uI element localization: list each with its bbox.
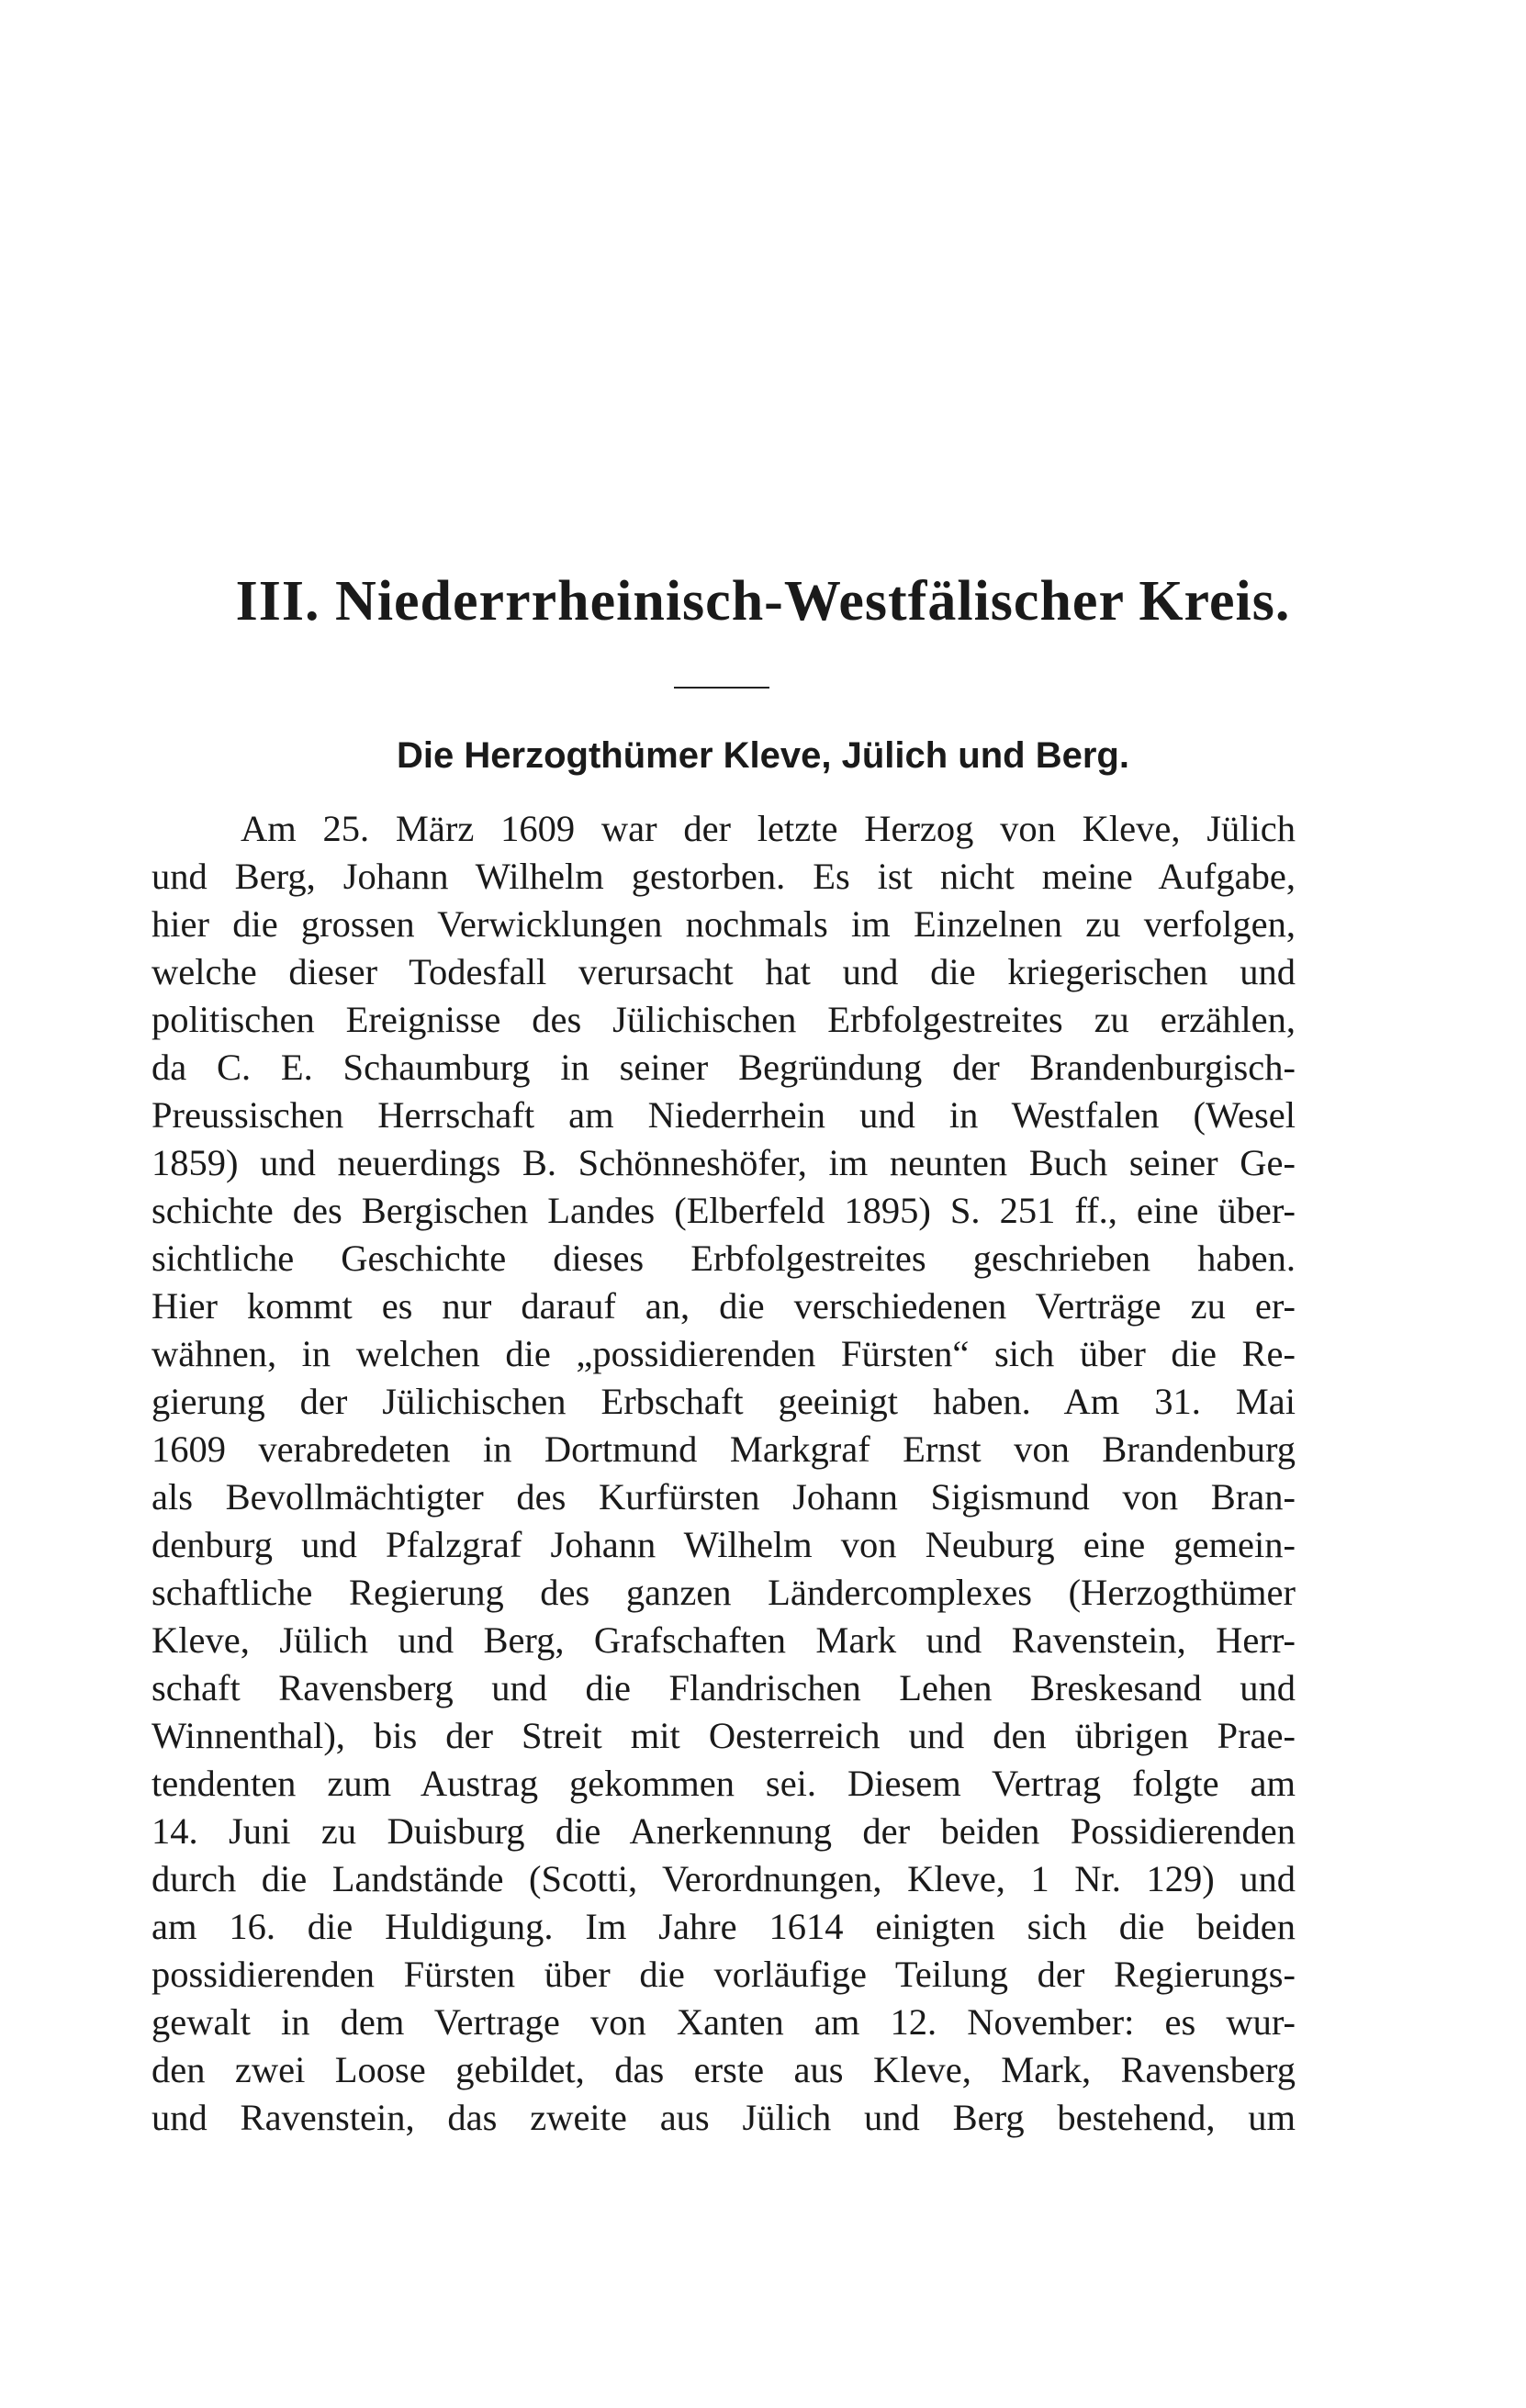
text-line: possidierenden Fürsten über die vorläufige Teilung der Regierungs- (151, 1954, 1296, 1995)
body-paragraph (151, 805, 1296, 2142)
text-line: gewalt in dem Vertrage von Xanten am 12. November: es wur- (151, 2001, 1296, 2043)
title-divider (674, 687, 769, 689)
text-line: Kleve, Jülich und Berg, Grafschaften Mark und Ravenstein, Herr- (151, 1619, 1296, 1661)
text-line: politischen Ereignisse des Jülichischen Erbfolgestreites zu erzählen, (151, 999, 1296, 1040)
text-line: schaftliche Regierung des ganzen Ländercomplexes (Herzogthümer (151, 1572, 1296, 1613)
text-line: 1859) und neuerdings B. Schönneshöfer, im neunten Buch seiner Ge- (151, 1142, 1296, 1183)
text-line: welche dieser Todesfall verursacht hat und die kriegerischen und (151, 951, 1296, 992)
text-line: als Bevollmächtigter des Kurfürsten Johann Sigismund von Bran- (151, 1476, 1296, 1518)
text-line: 1609 verabredeten in Dortmund Markgraf Ernst von Brandenburg (151, 1428, 1296, 1470)
text-line: Am 25. März 1609 war der letzte Herzog von Kleve, Jülich (241, 808, 1296, 849)
text-line: schaft Ravensberg und die Flandrischen Lehen Breskesand und (151, 1667, 1296, 1708)
text-line: hier die grossen Verwicklungen nochmals im Einzelnen zu verfolgen, (151, 903, 1296, 945)
text-line: 14. Juni zu Duisburg die Anerkennung der beiden Possidierenden (151, 1810, 1296, 1852)
text-line: sichtliche Geschichte dieses Erbfolgestreites geschrieben haben. (151, 1238, 1296, 1279)
text-line: schichte des Bergischen Landes (Elberfeld 1895) S. 251 ff., eine über- (151, 1190, 1296, 1231)
chapter-title: III. Niederrrheinisch-Westfälischer Kreis. (235, 570, 1291, 633)
text-line: Hier kommt es nur darauf an, die verschiedenen Verträge zu er- (151, 1285, 1296, 1327)
text-line: am 16. die Huldigung. Im Jahre 1614 einigten sich die beiden (151, 1906, 1296, 1947)
text-line: da C. E. Schaumburg in seiner Begründung der Brandenburgisch- (151, 1047, 1296, 1088)
text-line: denburg und Pfalzgraf Johann Wilhelm von Neuburg eine gemein- (151, 1524, 1296, 1565)
text-line: den zwei Loose gebildet, das erste aus Kleve, Mark, Ravensberg (151, 2049, 1296, 2090)
text-line: und Berg, Johann Wilhelm gestorben. Es ist nicht meine Aufgabe, (151, 856, 1296, 897)
text-line: tendenten zum Austrag gekommen sei. Diesem Vertrag folgte am (151, 1763, 1296, 1804)
text-line: durch die Landstände (Scotti, Verordnungen, Kleve, 1 Nr. 129) und (151, 1858, 1296, 1899)
text-line: Preussischen Herrschaft am Niederrhein und in Westfalen (Wesel (151, 1094, 1296, 1136)
text-line: gierung der Jülichischen Erbschaft geeinigt haben. Am 31. Mai (151, 1381, 1296, 1422)
section-title: Die Herzogthümer Kleve, Jülich und Berg. (397, 735, 1129, 776)
text-line: Winnenthal), bis der Streit mit Oesterreich und den übrigen Prae- (151, 1715, 1296, 1756)
text-line: wähnen, in welchen die „possidierenden Fürsten“ sich über die Re- (151, 1333, 1296, 1374)
text-line: und Ravenstein, das zweite aus Jülich und Berg bestehend, um (151, 2097, 1296, 2138)
